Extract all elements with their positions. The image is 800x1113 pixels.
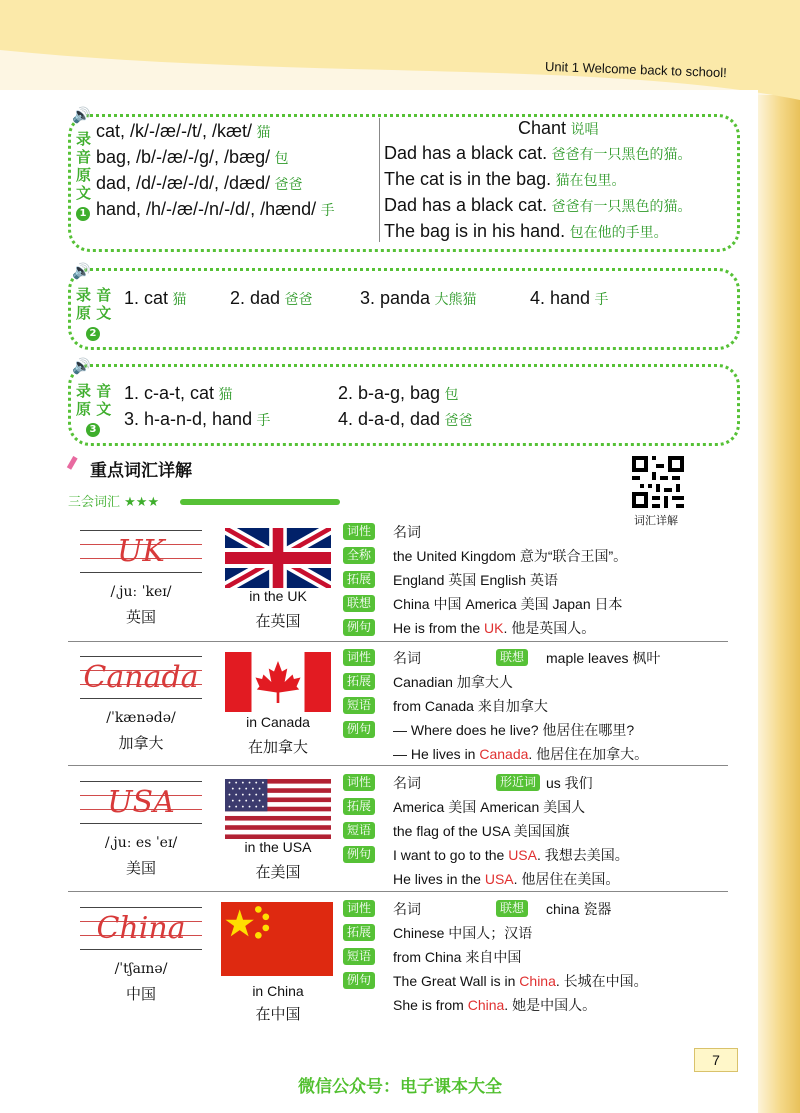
subsection-title: 三会词汇 ★★★: [68, 495, 160, 510]
detail-text: [546, 648, 660, 668]
chant-en: The cat is in the bag.: [384, 169, 552, 189]
detail-tag: 例句: [343, 972, 375, 989]
handwritten-word: USA: [107, 785, 175, 820]
speaker-icon: 🔊: [72, 263, 91, 280]
speaker-icon: 🔊: [72, 107, 91, 124]
word-en: 1. cat: [124, 288, 169, 308]
text-part: 名词: [393, 901, 421, 917]
word-item: [124, 288, 186, 309]
word-cn: 大熊猫: [434, 292, 477, 308]
detail-tag: 拓展: [343, 673, 375, 690]
detail-text: [393, 899, 421, 919]
recording-label-2: 录 音 原 文 2: [76, 286, 112, 339]
section-title: 重点词汇详解: [90, 461, 192, 481]
flag-caption-cn: 在英国: [255, 612, 301, 630]
text-part: America 美国 American 美国人: [393, 799, 586, 815]
detail-text: [393, 869, 619, 889]
writing-rule: [80, 781, 202, 782]
recording-box-3: [68, 364, 740, 446]
text-part: from Canada 来自加拿大: [393, 698, 548, 714]
text-part: . 她是中国人。: [504, 997, 597, 1013]
detail-text: [393, 773, 421, 793]
spelling-cn: 爸爸: [444, 413, 473, 429]
text-part: She is from: [393, 997, 468, 1013]
phonetic: /ˌjuː es ˈeɪ/: [104, 835, 178, 851]
word-cn: 猫: [172, 292, 187, 308]
flag-usa-icon: [225, 779, 331, 839]
detail-tag: 拓展: [343, 798, 375, 815]
detail-tag: 词性: [343, 523, 375, 540]
detail-tag: 例句: [343, 721, 375, 738]
spelling-item: [124, 409, 271, 430]
detail-text: [393, 744, 648, 764]
word-chinese: 美国: [125, 859, 156, 877]
flag-caption: in China: [252, 983, 304, 999]
writing-rule: [80, 698, 202, 699]
detail-text: [393, 971, 648, 991]
handwriting-lines: [80, 530, 202, 582]
chant-line: [384, 221, 668, 242]
detail-tag: 词性: [343, 774, 375, 791]
flag-caption: in the UK: [249, 588, 307, 604]
spelling-cn: 猫: [218, 387, 233, 403]
subsection-bar: [180, 499, 340, 505]
circle-number: 1: [76, 207, 90, 221]
flag-caption: in the USA: [244, 839, 312, 855]
detail-text: [393, 546, 627, 566]
highlight-word: China: [467, 997, 505, 1013]
qr-code-icon[interactable]: [632, 456, 684, 508]
word-item: [230, 288, 313, 309]
speaker-icon: 🔊: [72, 358, 91, 375]
spelling-en: 2. b-a-g, bag: [338, 383, 441, 403]
writing-rule: [80, 949, 202, 950]
row-divider: [68, 891, 728, 892]
flag-caption-cn: 在中国: [255, 1005, 301, 1023]
detail-tag: 联想: [496, 900, 528, 917]
detail-tag: 联想: [343, 595, 375, 612]
text-part: He is from the: [393, 620, 485, 636]
text-part: He lives in the: [393, 871, 485, 887]
spelling-item: [124, 383, 232, 404]
chant-en: The bag is in his hand.: [384, 221, 566, 241]
row-divider: [68, 641, 728, 642]
word-cn: 手: [594, 292, 609, 308]
phonics-text: dad, /d/-/æ/-/d/, /dæd/: [96, 173, 271, 193]
detail-tag: 拓展: [343, 571, 375, 588]
detail-tag: 形近词: [496, 774, 540, 791]
detail-text: [393, 522, 421, 542]
chant-cn: 包在他的手里。: [569, 225, 668, 241]
text-part: Canadian 加拿大人: [393, 674, 513, 690]
detail-text: [393, 995, 596, 1015]
handwritten-word: Canada: [83, 660, 199, 695]
text-part: I want to go to the: [393, 847, 509, 863]
spelling-en: 1. c-a-t, cat: [124, 383, 215, 403]
detail-text: [393, 570, 558, 590]
writing-rule: [80, 530, 202, 531]
phonics-row: [96, 199, 335, 220]
word-chinese: 加拿大: [118, 734, 164, 752]
phonics-cn: 爸爸: [274, 177, 303, 193]
page-number: 7: [694, 1048, 738, 1072]
detail-text: [393, 923, 532, 943]
highlight-word: USA: [484, 871, 514, 887]
chant-cn: 爸爸有一只黑色的猫。: [551, 147, 692, 163]
text-part: . 他居住在美国。: [513, 871, 620, 887]
flag-caption: in Canada: [246, 714, 310, 730]
handwritten-word: UK: [117, 534, 165, 569]
writing-rule: [80, 572, 202, 573]
recording-label-3: 录 音 原 文 3: [76, 382, 112, 435]
detail-text: [393, 618, 595, 638]
text-part: from China 来自中国: [393, 949, 522, 965]
phonics-cn: 手: [320, 203, 335, 219]
pencil-icon: [66, 456, 84, 474]
detail-tag: 短语: [343, 948, 375, 965]
phonics-text: cat, /k/-/æ/-/t/, /kæt/: [96, 121, 253, 141]
flag-caption-cn: 在加拿大: [247, 738, 308, 756]
row-divider: [68, 765, 728, 766]
phonics-cn: 猫: [256, 125, 271, 141]
highlight-word: Canada: [479, 746, 529, 762]
detail-tag: 词性: [343, 900, 375, 917]
flag-china-icon: [221, 902, 327, 962]
text-part: us 我们: [546, 775, 593, 791]
detail-text: [393, 720, 634, 740]
phonics-row: [96, 147, 289, 168]
handwriting-lines: [80, 907, 202, 959]
detail-tag: 例句: [343, 846, 375, 863]
chant-en: Dad has a black cat.: [384, 195, 548, 215]
highlight-word: USA: [508, 847, 537, 863]
text-part: the flag of the USA 美国国旗: [393, 823, 570, 839]
detail-text: [393, 648, 421, 668]
chant-line: [384, 195, 692, 216]
word-item: [360, 288, 477, 309]
highlight-word: China: [519, 973, 556, 989]
chant-title: Chant 说唱: [518, 118, 599, 138]
spelling-cn: 包: [444, 387, 459, 403]
detail-text: [393, 672, 513, 692]
word-chinese: 英国: [125, 608, 156, 626]
handwriting-lines: [80, 781, 202, 833]
phonics-cn: 包: [274, 151, 289, 167]
spelling-cn: 手: [256, 413, 271, 429]
word-en: 2. dad: [230, 288, 281, 308]
text-part: — He lives in: [393, 746, 480, 762]
detail-tag: 全称: [343, 547, 375, 564]
footer-watermark: 微信公众号：电子课本大全: [298, 1077, 502, 1097]
text-part: The Great Wall is in: [393, 973, 520, 989]
word-en: 3. panda: [360, 288, 431, 308]
spelling-item: [338, 383, 459, 404]
phonics-row: [96, 173, 303, 194]
spelling-en: 3. h-a-n-d, hand: [124, 409, 253, 429]
phonetic: /ˌjuː ˈkeɪ/: [110, 584, 172, 600]
handwritten-word: China: [96, 911, 186, 946]
word-chinese: 中国: [125, 985, 156, 1003]
detail-text: [393, 947, 521, 967]
text-part: 名词: [393, 524, 421, 540]
chant-en: Dad has a black cat.: [384, 143, 548, 163]
flag-canada-icon: [225, 652, 331, 712]
flag-caption-cn: 在美国: [255, 863, 301, 881]
detail-tag: 短语: [343, 822, 375, 839]
text-part: . 我想去美国。: [536, 847, 629, 863]
text-part: china 瓷器: [546, 901, 612, 917]
text-part: . 他是英国人。: [503, 620, 596, 636]
word-item: [530, 288, 609, 309]
phonetic: /ˈtʃaɪnə/: [114, 961, 168, 977]
text-part: Chinese 中国人；汉语: [393, 925, 533, 941]
recording-box-2: [68, 268, 740, 350]
detail-text: [393, 797, 585, 817]
text-part: 名词: [393, 775, 421, 791]
detail-tag: 词性: [343, 649, 375, 666]
phonics-text: bag, /b/-/æ/-/ɡ/, /bæɡ/: [96, 147, 271, 167]
spelling-item: [338, 409, 473, 430]
text-part: — Where does he live? 他居住在哪里?: [393, 722, 635, 738]
writing-rule: [80, 907, 202, 908]
word-cn: 爸爸: [284, 292, 313, 308]
highlight-word: UK: [484, 620, 504, 636]
chant-cn: 猫在包里。: [555, 173, 626, 189]
text-part: maple leaves 枫叶: [546, 650, 661, 666]
handwriting-lines: [80, 656, 202, 708]
circle-number: 3: [86, 423, 100, 437]
unit-title: Unit 1 Welcome back to school!: [544, 58, 728, 81]
qr-label: 词汇详解: [634, 514, 678, 527]
text-part: . 长城在中国。: [555, 973, 648, 989]
detail-tag: 短语: [343, 697, 375, 714]
recording-label-1: 录 音 原 文 1: [76, 130, 92, 219]
phonetic: /ˈkænədə/: [106, 710, 176, 726]
text-part: . 他居住在加拿大。: [528, 746, 649, 762]
phonics-row: [96, 121, 270, 142]
detail-text: [546, 773, 593, 793]
spelling-en: 4. d-a-d, dad: [338, 409, 441, 429]
phonics-text: hand, /h/-/æ/-/n/-/d/, /hænd/: [96, 199, 317, 219]
text-part: England 英国 English 英语: [393, 572, 558, 588]
detail-tag: 例句: [343, 619, 375, 636]
detail-text: [393, 845, 629, 865]
detail-tag: 拓展: [343, 924, 375, 941]
text-part: the United Kingdom 意为“联合王国”。: [393, 548, 628, 564]
chant-line: [384, 143, 692, 164]
word-en: 4. hand: [530, 288, 591, 308]
flag-uk-icon: [225, 528, 331, 588]
writing-rule: [80, 823, 202, 824]
chant-line: [384, 169, 626, 190]
text-part: China 中国 America 美国 Japan 日本: [393, 596, 623, 612]
detail-text: [546, 899, 611, 919]
detail-tag: 联想: [496, 649, 528, 666]
detail-text: [393, 821, 570, 841]
box1-divider: [379, 118, 380, 242]
writing-rule: [80, 656, 202, 657]
text-part: 名词: [393, 650, 421, 666]
detail-text: [393, 696, 548, 716]
detail-text: [393, 594, 623, 614]
chant-cn: 爸爸有一只黑色的猫。: [551, 199, 692, 215]
circle-number: 2: [86, 327, 100, 341]
